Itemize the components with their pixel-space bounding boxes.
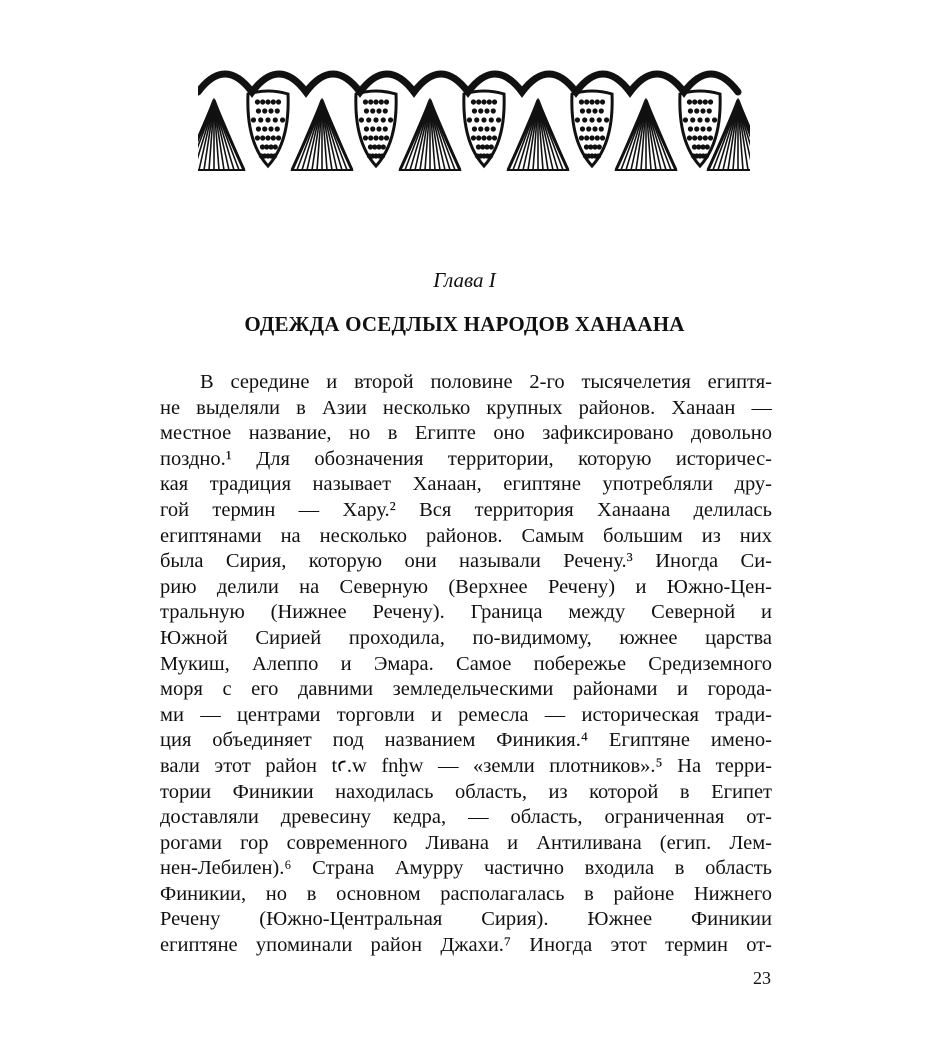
grape-berry bbox=[251, 117, 256, 122]
grape-berry bbox=[280, 117, 285, 122]
grape-berry bbox=[491, 126, 496, 131]
grape-berry bbox=[487, 99, 492, 104]
grape-berry bbox=[487, 135, 492, 140]
grape-berry bbox=[589, 117, 594, 122]
grape-berry bbox=[599, 126, 604, 131]
text-line: Речену (Южно-Центральная Сирия). Южнее Финикии bbox=[160, 908, 772, 931]
grape-berry bbox=[255, 135, 260, 140]
grape-berry bbox=[579, 99, 584, 104]
text-line: Финикии, но в основном располагалась в районе Нижнего bbox=[160, 882, 772, 905]
grape-berry bbox=[683, 117, 688, 122]
grape-berry bbox=[471, 99, 476, 104]
text-line: тории Финикии находилась область, из которой в Египет bbox=[160, 780, 772, 803]
grape-berry bbox=[474, 117, 479, 122]
grape-berry bbox=[272, 153, 277, 158]
grape-berry bbox=[472, 108, 477, 113]
grape-berry bbox=[697, 99, 702, 104]
grape-berry bbox=[268, 108, 273, 113]
grape-berry bbox=[467, 117, 472, 122]
grape-berry bbox=[589, 99, 594, 104]
grape-berry bbox=[380, 153, 385, 158]
grape-berry bbox=[471, 135, 476, 140]
grape-berry bbox=[690, 117, 695, 122]
grape-berry bbox=[604, 117, 609, 122]
grape-berry bbox=[376, 126, 381, 131]
grape-berry bbox=[265, 99, 270, 104]
grape-berry bbox=[705, 144, 710, 149]
grape-berry bbox=[492, 135, 497, 140]
grape-berry bbox=[586, 126, 591, 131]
grape-berry bbox=[273, 144, 278, 149]
grape-berry bbox=[481, 117, 486, 122]
grape-berry bbox=[595, 99, 600, 104]
grape-berry bbox=[597, 144, 602, 149]
text-line: была Сирия, которую они называли Речену.³ Иногда Си- bbox=[160, 550, 772, 573]
grape-berry bbox=[268, 126, 273, 131]
lotus-grape-frieze-ornament bbox=[198, 62, 750, 174]
text-line: ция объединяет под названием Финикия.⁴ Египтяне имено- bbox=[160, 729, 772, 752]
grape-berry bbox=[275, 126, 280, 131]
grape-berry bbox=[368, 135, 373, 140]
text-line: гой термин — Хару.² Вся территория Ханаана делилась bbox=[160, 498, 772, 521]
grape-berry bbox=[708, 135, 713, 140]
grape-berry bbox=[579, 135, 584, 140]
text-line: египтянами на несколько районов. Самым большим из них bbox=[160, 524, 772, 547]
grape-berry bbox=[707, 126, 712, 131]
grape-berry bbox=[694, 126, 699, 131]
grape-berry bbox=[363, 135, 368, 140]
grape-berry bbox=[364, 126, 369, 131]
grape-berry bbox=[256, 108, 261, 113]
grape-berry bbox=[489, 144, 494, 149]
text-line: поздно.¹ Для обозначения территории, которую историчес- bbox=[160, 447, 772, 470]
text-line: не выделяли в Азии несколько крупных районов. Ханаан — bbox=[160, 396, 772, 419]
grape-berry bbox=[379, 99, 384, 104]
grape-berry bbox=[687, 135, 692, 140]
grape-berry bbox=[255, 99, 260, 104]
grape-berry bbox=[488, 153, 493, 158]
grape-berry bbox=[363, 99, 368, 104]
grape-berry bbox=[271, 99, 276, 104]
grape-berry bbox=[364, 108, 369, 113]
grape-berry bbox=[697, 117, 702, 122]
text-line: вали этот район tꜥ.w fnḫw — «земли плотников».⁵ На терри- bbox=[160, 754, 772, 777]
text-line: моря с его давними земледельческими районами и города- bbox=[160, 678, 772, 701]
grape-berry bbox=[489, 117, 494, 122]
grape-berry bbox=[476, 135, 481, 140]
grape-berry bbox=[582, 117, 587, 122]
grape-berry bbox=[260, 99, 265, 104]
grape-berry bbox=[376, 108, 381, 113]
grape-berry bbox=[381, 144, 386, 149]
grape-berry bbox=[707, 108, 712, 113]
grape-berry bbox=[580, 108, 585, 113]
text-line: В середине и второй половине 2-го тысячелетия египтя- bbox=[200, 371, 772, 393]
grape-berry bbox=[589, 135, 594, 140]
grape-berry bbox=[476, 99, 481, 104]
grape-berry bbox=[600, 135, 605, 140]
grape-berry bbox=[688, 108, 693, 113]
grape-berry bbox=[472, 126, 477, 131]
grape-berry bbox=[491, 108, 496, 113]
grape-berry bbox=[481, 99, 486, 104]
grape-berry bbox=[484, 108, 489, 113]
grape-berry bbox=[271, 135, 276, 140]
text-line: рию делили на Северную (Верхнее Речену) и Южно-Цен- bbox=[160, 575, 772, 598]
grape-berry bbox=[366, 117, 371, 122]
grape-berry bbox=[692, 99, 697, 104]
grape-berry bbox=[484, 126, 489, 131]
grape-berry bbox=[700, 126, 705, 131]
text-line: тральную (Нижнее Речену). Граница между Северной и bbox=[160, 601, 772, 624]
text-line: Южной Сирией проходила, по-видимому, южнее царства bbox=[160, 626, 772, 649]
grape-berry bbox=[265, 135, 270, 140]
grape-berry bbox=[596, 153, 601, 158]
grape-berry bbox=[700, 108, 705, 113]
grape-berry bbox=[692, 135, 697, 140]
grape-berry bbox=[599, 108, 604, 113]
text-line: рогами гор современного Ливана и Антиливана (егип. Лем- bbox=[160, 831, 772, 854]
grape-berry bbox=[703, 99, 708, 104]
grape-berry bbox=[688, 126, 693, 131]
grape-berry bbox=[368, 99, 373, 104]
grape-berry bbox=[478, 126, 483, 131]
grape-berry bbox=[708, 99, 713, 104]
grape-berry bbox=[694, 108, 699, 113]
grape-berry bbox=[481, 135, 486, 140]
grape-berry bbox=[584, 135, 589, 140]
grape-berry bbox=[370, 126, 375, 131]
grape-berry bbox=[373, 135, 378, 140]
text-line: ми — центрами торговли и ремесла — историческая тради- bbox=[160, 703, 772, 726]
grape-berry bbox=[697, 135, 702, 140]
grape-berry bbox=[276, 99, 281, 104]
page-number: 23 bbox=[753, 968, 771, 988]
grape-berry bbox=[373, 99, 378, 104]
body-text bbox=[160, 370, 772, 959]
text-line: местное название, но в Египте оно зафиксировано довольно bbox=[160, 422, 772, 445]
grape-berry bbox=[273, 117, 278, 122]
grape-berry bbox=[262, 108, 267, 113]
grape-berry bbox=[703, 135, 708, 140]
grape-berry bbox=[384, 99, 389, 104]
text-line: египтяне упоминали район Джахи.⁷ Иногда этот термин от- bbox=[160, 934, 772, 957]
grape-berry bbox=[384, 135, 389, 140]
text-line: нен-Лебилен).⁶ Страна Амурру частично входила в область bbox=[160, 857, 772, 880]
grape-berry bbox=[592, 126, 597, 131]
grape-berry bbox=[600, 99, 605, 104]
grape-berry bbox=[687, 99, 692, 104]
grape-berry bbox=[370, 108, 375, 113]
grape-berry bbox=[276, 135, 281, 140]
grape-berry bbox=[383, 108, 388, 113]
grape-berry bbox=[260, 135, 265, 140]
grape-berry bbox=[496, 117, 501, 122]
grape-berry bbox=[379, 135, 384, 140]
grape-berry bbox=[492, 99, 497, 104]
grape-berry bbox=[262, 126, 267, 131]
grape-berry bbox=[258, 117, 263, 122]
grape-berry bbox=[373, 117, 378, 122]
grape-berry bbox=[265, 117, 270, 122]
grape-berry bbox=[388, 117, 393, 122]
grape-berry bbox=[359, 117, 364, 122]
grape-berry bbox=[592, 108, 597, 113]
ornament-graphic bbox=[198, 62, 750, 174]
text-line: Мукиш, Алеппо и Эмара. Самое побережье Средиземного bbox=[160, 652, 772, 675]
text-line: доставляли древесину кедра, — область, ограниченная от- bbox=[160, 806, 772, 829]
grape-berry bbox=[383, 126, 388, 131]
grape-berry bbox=[597, 117, 602, 122]
grape-berry bbox=[705, 117, 710, 122]
arch-border bbox=[198, 74, 738, 92]
chapter-label: Глава I bbox=[433, 268, 496, 292]
grape-berry bbox=[275, 108, 280, 113]
grape-berry bbox=[712, 117, 717, 122]
grape-berry bbox=[580, 126, 585, 131]
grape-berry bbox=[595, 135, 600, 140]
grape-berry bbox=[478, 108, 483, 113]
grape-berry bbox=[256, 126, 261, 131]
grape-berry bbox=[704, 153, 709, 158]
grape-berry bbox=[575, 117, 580, 122]
chapter-title: ОДЕЖДА ОСЕДЛЫХ НАРОДОВ ХАНААНА bbox=[244, 312, 685, 336]
text-line: кая традиция называет Ханаан, египтяне употребляли дру- bbox=[160, 473, 772, 496]
grape-berry bbox=[586, 108, 591, 113]
grape-berry bbox=[584, 99, 589, 104]
grape-berry bbox=[381, 117, 386, 122]
